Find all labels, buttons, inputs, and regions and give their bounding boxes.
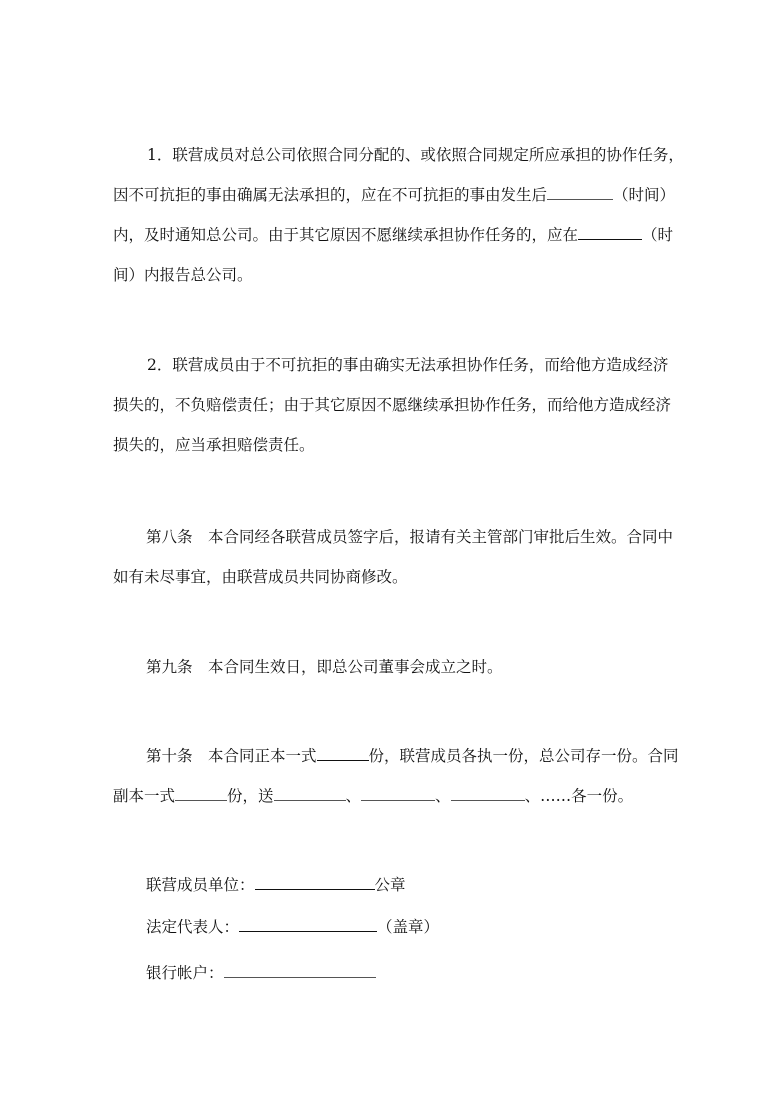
clause-1-line-3: [113, 220, 673, 260]
clause-1-time-note-2: （时: [642, 226, 674, 244]
article-10-line-1-text: 第十条 本合同正本一式: [146, 747, 317, 765]
article-10-line-1: [113, 741, 679, 781]
clause-1-time-note: （时间）: [613, 186, 676, 204]
member-unit-blank[interactable]: [255, 873, 375, 890]
recipient-blank-3[interactable]: [451, 784, 525, 801]
time-blank-2[interactable]: [578, 223, 642, 240]
article-10-line-2-end: 、……各一份。: [524, 787, 634, 805]
article-9: [113, 652, 673, 692]
original-copies-blank[interactable]: [317, 744, 369, 761]
article-10-line-2-text: 副本一式: [113, 787, 176, 805]
separator-1: 、: [345, 787, 362, 805]
recipient-blank-2[interactable]: [361, 784, 435, 801]
article-8-line-1: 第八条 本合同经各联营成员签字后，报请有关主管部门审批后生效。合同中: [146, 528, 674, 546]
recipient-blank-1[interactable]: [274, 784, 346, 801]
time-blank-1[interactable]: [547, 183, 613, 200]
article-8-line-2: 如有未尽事宜，由联营成员共同协商修改。: [113, 568, 408, 586]
legal-rep-line: [146, 912, 439, 942]
clause-2-line-2: 损失的，不负赔偿责任；由于其它原因不愿继续承担协作任务，而给他方造成经济: [113, 396, 672, 414]
member-unit-label: 联营成员单位：: [146, 876, 255, 894]
clause-1-line-2-text: 因不可抗拒的事由确属无法承担的，应在不可抗拒的事由发生后: [113, 186, 548, 204]
clause-2: [113, 350, 673, 470]
clause-1-line-3-text: 内，及时通知总公司。由于其它原因不愿继续承担协作任务的，应在: [113, 226, 579, 244]
duplicate-copies-blank[interactable]: [175, 784, 227, 801]
member-unit-seal-note: 公章: [374, 876, 406, 894]
article-10-line-2: [113, 781, 673, 821]
legal-rep-seal-note: （盖章）: [377, 918, 440, 936]
clause-1-line-2: [113, 180, 676, 220]
legal-rep-blank[interactable]: [239, 915, 377, 932]
article-9-line-1: 第九条 本合同生效日，即总公司董事会成立之时。: [146, 658, 503, 676]
bank-account-blank[interactable]: [224, 961, 376, 978]
clause-1: [113, 140, 684, 300]
bank-account-label: 银行帐户：: [146, 964, 224, 982]
clause-2-line-1: 2．联营成员由于不可抗拒的事由确实无法承担协作任务，而给他方造成经济: [147, 356, 669, 374]
clause-1-line-1: 1．联营成员对总公司依照合同分配的、或依照合同规定所应承担的协作任务，: [147, 146, 684, 164]
member-unit-line: [146, 870, 406, 900]
clause-2-line-3: 损失的，应当承担赔偿责任。: [113, 436, 315, 454]
article-10-line-1-rest: 份，联营成员各执一份，总公司存一份。合同: [368, 747, 679, 765]
article-10: [113, 741, 679, 821]
bank-account-line: [146, 958, 376, 988]
separator-2: 、: [435, 787, 451, 805]
article-8: [113, 522, 673, 602]
article-10-send-label: 份，送: [227, 787, 274, 805]
clause-1-line-4: 间）内报告总公司。: [113, 266, 253, 284]
legal-rep-label: 法定代表人：: [146, 918, 240, 936]
